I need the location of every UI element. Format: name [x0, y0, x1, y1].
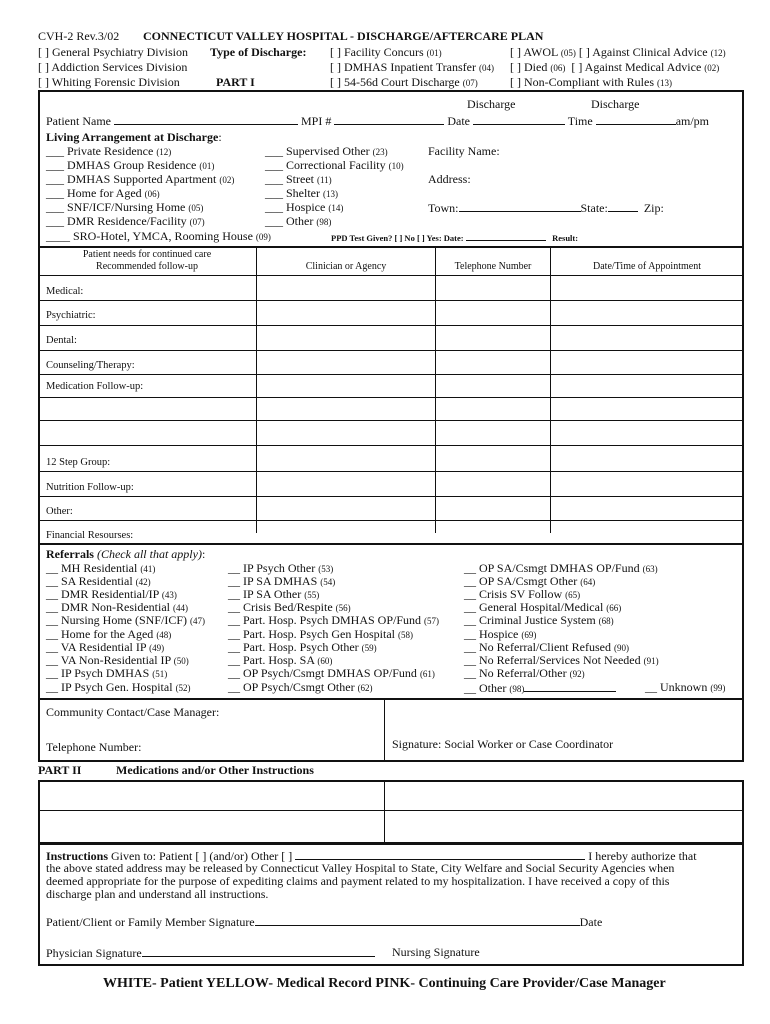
discharge-time-header: Discharge [591, 97, 640, 111]
medication-cell[interactable] [386, 782, 742, 809]
referral-option-unknown[interactable]: __ Unknown (99) [645, 680, 726, 694]
referral-option[interactable]: __ Part. Hosp. Psych Gen Hospital (58) [228, 627, 413, 641]
address-field[interactable]: Address: [428, 172, 471, 186]
table-row-financial: Financial Resourses: [46, 530, 134, 541]
living-option[interactable]: ___ DMR Residence/Facility (07) [46, 214, 205, 228]
referral-option[interactable]: __ Part. Hosp. SA (60) [228, 653, 333, 667]
discharge-date-header: Discharge [467, 97, 516, 111]
referral-option[interactable]: __ OP Psych/Csmgt DMHAS OP/Fund (61) [228, 666, 435, 680]
referral-option[interactable]: __ No Referral/Other (92) [464, 666, 585, 680]
table-row-medical: Medical: [46, 286, 84, 297]
town-state-zip-field[interactable]: Town: State: Zip: [428, 201, 664, 215]
discharge-type-died[interactable]: [ ] Died (06) [ ] Against Medical Advice (02) [510, 60, 720, 74]
referral-option[interactable]: __ OP SA/Csmgt Other (64) [464, 574, 596, 588]
medication-cell[interactable] [40, 812, 383, 842]
social-worker-signature[interactable]: Signature: Social Worker or Case Coordinator [392, 737, 614, 751]
instructions-text: deemed appropriate for the purpose of expediting claims and payment related to my hospitalization. I have received a copy of this [46, 874, 670, 888]
referral-option[interactable]: __ Part. Hosp. Psych Other (59) [228, 640, 377, 654]
referral-option[interactable]: __ General Hospital/Medical (66) [464, 600, 622, 614]
discharge-type-facility-concurs[interactable]: [ ] Facility Concurs (01) [330, 45, 442, 59]
referral-option[interactable]: __ Crisis SV Follow (65) [464, 587, 581, 601]
medication-cell[interactable] [386, 812, 742, 842]
referral-option[interactable]: __ DMR Residential/IP (43) [46, 587, 177, 601]
part1-label: PART I [216, 75, 255, 89]
living-option[interactable]: ___ Correctional Facility (10) [265, 158, 404, 172]
living-option[interactable]: ___ Private Residence (12) [46, 144, 172, 158]
division-general[interactable]: [ ] General Psychiatry Division [38, 45, 188, 59]
referral-option[interactable]: __ MH Residential (41) [46, 561, 156, 575]
table-header-needs: Patient needs for continued care Recommended follow-up [82, 249, 212, 272]
case-manager-field[interactable]: Community Contact/Case Manager: [46, 705, 220, 719]
referrals-title: Referrals (Check all that apply): [46, 547, 206, 561]
type-of-discharge-label: Type of Discharge: [210, 45, 307, 59]
referral-option[interactable]: __ Crisis Bed/Respite (56) [228, 600, 351, 614]
referral-option[interactable]: __ OP Psych/Csmgt Other (62) [228, 680, 373, 694]
table-header-telephone: Telephone Number [454, 261, 532, 272]
referral-option[interactable]: __ SA Residential (42) [46, 574, 151, 588]
table-row-12-step: 12 Step Group: [46, 457, 111, 468]
referral-option[interactable]: __ IP SA DMHAS (54) [228, 574, 336, 588]
table-header-clinician: Clinician or Agency [305, 261, 387, 272]
living-arrangement-title: Living Arrangement at Discharge: [46, 130, 222, 144]
discharge-type-awol[interactable]: [ ] AWOL (05) [ ] Against Clinical Advice (12) [510, 45, 726, 59]
physician-signature-field[interactable]: Physician Signature [46, 946, 375, 960]
referral-option[interactable]: __ Nursing Home (SNF/ICF) (47) [46, 613, 206, 627]
facility-name-field[interactable]: Facility Name: [428, 144, 500, 158]
nursing-signature-field[interactable]: Nursing Signature [392, 945, 480, 959]
referral-option[interactable]: __ IP SA Other (55) [228, 587, 320, 601]
referral-option[interactable]: __ Other (98) [464, 681, 616, 696]
patient-signature-field[interactable]: Patient/Client or Family Member Signature Date [46, 915, 603, 929]
table-row-other: Other: [46, 506, 73, 517]
telephone-field[interactable]: Telephone Number: [46, 740, 142, 754]
referral-option[interactable]: __ No Referral/Services Not Needed (91) [464, 653, 659, 667]
medication-cell[interactable] [40, 782, 383, 809]
living-option[interactable]: ___ Street (11) [265, 172, 332, 186]
referral-option[interactable]: __ IP Psych Other (53) [228, 561, 334, 575]
table-row-psychiatric: Psychiatric: [46, 310, 96, 321]
table-row-nutrition: Nutrition Follow-up: [46, 482, 134, 493]
referral-option[interactable]: __ Hospice (69) [464, 627, 537, 641]
division-whiting[interactable]: [ ] Whiting Forensic Division [38, 75, 180, 89]
living-option[interactable]: ___ Home for Aged (06) [46, 186, 160, 200]
patient-name-field[interactable]: Patient Name MPI # Date Time am/pm [46, 114, 710, 128]
form-id: CVH-2 Rev.3/02 [38, 29, 120, 43]
copy-distribution-footer: WHITE- Patient YELLOW- Medical Record PINK- Continuing Care Provider/Case Manager [103, 976, 666, 991]
table-row-medication: Medication Follow-up: [46, 381, 144, 392]
referral-option[interactable]: __ IP Psych Gen. Hospital (52) [46, 680, 191, 694]
referral-option[interactable]: __ Part. Hosp. Psych DMHAS OP/Fund (57) [228, 613, 440, 627]
instructions-text: the above stated address may be released by Connecticut Valley Hospital to State, City Welfare and Social Security Agencies when [46, 861, 675, 875]
referral-option[interactable]: __ VA Residential IP (49) [46, 640, 165, 654]
living-option[interactable]: ____ SRO-Hotel, YMCA, Rooming House (09) [46, 229, 271, 243]
discharge-type-court[interactable]: [ ] 54-56d Court Discharge (07) [330, 75, 478, 89]
division-addiction[interactable]: [ ] Addiction Services Division [38, 60, 188, 74]
living-option[interactable]: ___ Shelter (13) [265, 186, 338, 200]
part2-label: PART II [38, 763, 82, 777]
table-row-counseling: Counseling/Therapy: [46, 360, 135, 371]
living-option[interactable]: ___ SNF/ICF/Nursing Home (05) [46, 200, 204, 214]
discharge-type-dmhas-transfer[interactable]: [ ] DMHAS Inpatient Transfer (04) [330, 60, 494, 74]
living-option[interactable]: ___ DMHAS Supported Apartment (02) [46, 172, 235, 186]
referral-option[interactable]: __ Home for the Aged (48) [46, 627, 172, 641]
ppd-test-field[interactable]: PPD Test Given? [ ] No [ ] Yes: Date: Result: [331, 233, 579, 243]
living-option[interactable]: ___ Supervised Other (23) [265, 144, 388, 158]
referral-option[interactable]: __ OP SA/Csmgt DMHAS OP/Fund (63) [464, 561, 658, 575]
referral-option[interactable]: __ VA Non-Residential IP (50) [46, 653, 189, 667]
instructions-given-to[interactable]: Instructions Given to: Patient [ ] (and/or) Other [ ] I hereby authorize that [46, 849, 697, 863]
referral-option[interactable]: __ Criminal Justice System (68) [464, 613, 614, 627]
living-option[interactable]: ___ DMHAS Group Residence (01) [46, 158, 215, 172]
form-title: CONNECTICUT VALLEY HOSPITAL - DISCHARGE/AFTERCARE PLAN [143, 29, 544, 43]
discharge-type-noncompliant[interactable]: [ ] Non-Compliant with Rules (13) [510, 75, 672, 89]
living-option[interactable]: ___ Other (98) [265, 214, 332, 228]
part2-title: Medications and/or Other Instructions [116, 763, 314, 777]
table-header-appointment: Date/Time of Appointment [593, 261, 701, 272]
instructions-text: discharge plan and understand all instructions. [46, 887, 269, 901]
referral-option[interactable]: __ No Referral/Client Refused (90) [464, 640, 629, 654]
living-option[interactable]: ___ Hospice (14) [265, 200, 344, 214]
table-row-dental: Dental: [46, 335, 77, 346]
referral-option[interactable]: __ DMR Non-Residential (44) [46, 600, 188, 614]
referral-option[interactable]: __ IP Psych DMHAS (51) [46, 666, 168, 680]
